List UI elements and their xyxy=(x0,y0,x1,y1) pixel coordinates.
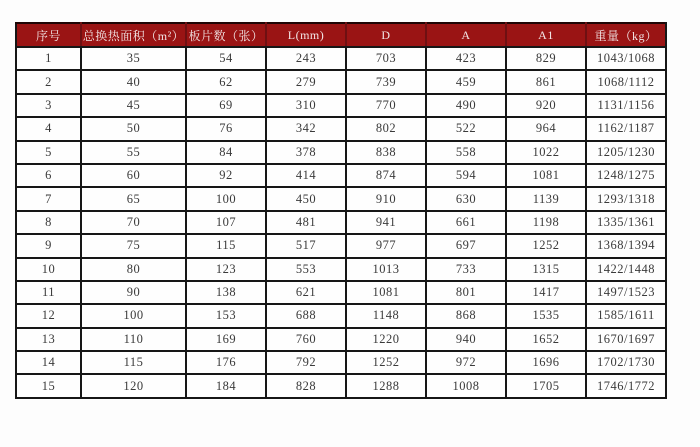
table-cell: 9 xyxy=(16,234,81,257)
table-cell: 1081 xyxy=(346,281,426,304)
table-cell: 62 xyxy=(186,70,266,93)
table-cell: 60 xyxy=(81,164,186,187)
table-cell: 861 xyxy=(506,70,586,93)
table-cell: 8 xyxy=(16,211,81,234)
table-cell: 92 xyxy=(186,164,266,187)
table-cell: 1068/1112 xyxy=(586,70,666,93)
table-cell: 1131/1156 xyxy=(586,94,666,117)
table-row xyxy=(16,234,666,257)
table-cell: 459 xyxy=(426,70,506,93)
table-cell: 1248/1275 xyxy=(586,164,666,187)
table-cell: 169 xyxy=(186,328,266,351)
table-row xyxy=(16,187,666,210)
table-cell: 517 xyxy=(266,234,346,257)
table-cell: 80 xyxy=(81,258,186,281)
table-cell: 801 xyxy=(426,281,506,304)
table-cell: 739 xyxy=(346,70,426,93)
table-row xyxy=(16,304,666,327)
table-cell: 15 xyxy=(16,374,81,397)
table-cell: 1 xyxy=(16,47,81,70)
table-cell: 13 xyxy=(16,328,81,351)
table-row xyxy=(16,211,666,234)
table-cell: 1335/1361 xyxy=(586,211,666,234)
column-header: 重量（kg） xyxy=(586,23,666,47)
column-header: 序号 xyxy=(16,23,81,47)
table-cell: 1696 xyxy=(506,351,586,374)
table-cell: 1417 xyxy=(506,281,586,304)
table-cell: 450 xyxy=(266,187,346,210)
table-cell: 11 xyxy=(16,281,81,304)
table-cell: 1702/1730 xyxy=(586,351,666,374)
table-cell: 10 xyxy=(16,258,81,281)
table-cell: 176 xyxy=(186,351,266,374)
table-cell: 69 xyxy=(186,94,266,117)
table-cell: 972 xyxy=(426,351,506,374)
table-row xyxy=(16,141,666,164)
table-cell: 1008 xyxy=(426,374,506,397)
table-cell: 733 xyxy=(426,258,506,281)
table-row xyxy=(16,117,666,140)
table-row xyxy=(16,281,666,304)
table-cell: 964 xyxy=(506,117,586,140)
table-cell: 522 xyxy=(426,117,506,140)
table-cell: 490 xyxy=(426,94,506,117)
table-cell: 14 xyxy=(16,351,81,374)
table-cell: 40 xyxy=(81,70,186,93)
table-cell: 2 xyxy=(16,70,81,93)
table-cell: 1293/1318 xyxy=(586,187,666,210)
table-cell: 12 xyxy=(16,304,81,327)
table-cell: 243 xyxy=(266,47,346,70)
table-cell: 378 xyxy=(266,141,346,164)
table-cell: 910 xyxy=(346,187,426,210)
table-cell: 50 xyxy=(81,117,186,140)
table-cell: 594 xyxy=(426,164,506,187)
table-cell: 792 xyxy=(266,351,346,374)
table-cell: 5 xyxy=(16,141,81,164)
table-cell: 941 xyxy=(346,211,426,234)
table-cell: 829 xyxy=(506,47,586,70)
table-row xyxy=(16,351,666,374)
table-cell: 828 xyxy=(266,374,346,397)
table-cell: 1198 xyxy=(506,211,586,234)
table-cell: 1652 xyxy=(506,328,586,351)
table-cell: 75 xyxy=(81,234,186,257)
table-cell: 100 xyxy=(81,304,186,327)
table-cell: 70 xyxy=(81,211,186,234)
column-header: A1 xyxy=(506,23,586,47)
table-cell: 977 xyxy=(346,234,426,257)
table-row xyxy=(16,164,666,187)
table-cell: 84 xyxy=(186,141,266,164)
spec-table-area xyxy=(15,22,665,399)
table-cell: 1043/1068 xyxy=(586,47,666,70)
table-cell: 35 xyxy=(81,47,186,70)
table-cell: 90 xyxy=(81,281,186,304)
table-cell: 1252 xyxy=(346,351,426,374)
table-cell: 107 xyxy=(186,211,266,234)
table-row xyxy=(16,374,666,397)
table-cell: 100 xyxy=(186,187,266,210)
column-header: D xyxy=(346,23,426,47)
table-cell: 123 xyxy=(186,258,266,281)
table-cell: 630 xyxy=(426,187,506,210)
table-cell: 1705 xyxy=(506,374,586,397)
table-cell: 481 xyxy=(266,211,346,234)
column-header: 板片数（张） xyxy=(186,23,266,47)
table-cell: 703 xyxy=(346,47,426,70)
table-cell: 7 xyxy=(16,187,81,210)
table-cell: 868 xyxy=(426,304,506,327)
table-cell: 414 xyxy=(266,164,346,187)
table-cell: 310 xyxy=(266,94,346,117)
table-cell: 1162/1187 xyxy=(586,117,666,140)
table-cell: 697 xyxy=(426,234,506,257)
table-header xyxy=(16,23,666,47)
table-cell: 874 xyxy=(346,164,426,187)
table-cell: 1013 xyxy=(346,258,426,281)
table-header-row xyxy=(16,23,666,47)
table-cell: 65 xyxy=(81,187,186,210)
table-cell: 279 xyxy=(266,70,346,93)
table-row xyxy=(16,47,666,70)
table-cell: 1288 xyxy=(346,374,426,397)
table-cell: 661 xyxy=(426,211,506,234)
table-cell: 76 xyxy=(186,117,266,140)
table-cell: 1252 xyxy=(506,234,586,257)
table-cell: 1148 xyxy=(346,304,426,327)
table-cell: 760 xyxy=(266,328,346,351)
table-cell: 1535 xyxy=(506,304,586,327)
table-cell: 920 xyxy=(506,94,586,117)
table-cell: 621 xyxy=(266,281,346,304)
table-cell: 120 xyxy=(81,374,186,397)
table-row xyxy=(16,258,666,281)
table-cell: 110 xyxy=(81,328,186,351)
table-cell: 1585/1611 xyxy=(586,304,666,327)
column-header: L(mm) xyxy=(266,23,346,47)
table-cell: 54 xyxy=(186,47,266,70)
table-cell: 342 xyxy=(266,117,346,140)
table-cell: 553 xyxy=(266,258,346,281)
table-cell: 838 xyxy=(346,141,426,164)
table-cell: 1315 xyxy=(506,258,586,281)
table-cell: 688 xyxy=(266,304,346,327)
table-cell: 55 xyxy=(81,141,186,164)
table-cell: 1081 xyxy=(506,164,586,187)
table-cell: 802 xyxy=(346,117,426,140)
table-cell: 4 xyxy=(16,117,81,140)
table-cell: 153 xyxy=(186,304,266,327)
table-cell: 940 xyxy=(426,328,506,351)
table-cell: 6 xyxy=(16,164,81,187)
table-cell: 1497/1523 xyxy=(586,281,666,304)
table-cell: 138 xyxy=(186,281,266,304)
table-cell: 1422/1448 xyxy=(586,258,666,281)
table-cell: 3 xyxy=(16,94,81,117)
table-row xyxy=(16,328,666,351)
table-cell: 45 xyxy=(81,94,186,117)
table-cell: 770 xyxy=(346,94,426,117)
table-cell: 1368/1394 xyxy=(586,234,666,257)
table-cell: 558 xyxy=(426,141,506,164)
table-cell: 115 xyxy=(81,351,186,374)
table-row xyxy=(16,94,666,117)
table-cell: 184 xyxy=(186,374,266,397)
spec-table xyxy=(15,22,667,399)
table-cell: 1746/1772 xyxy=(586,374,666,397)
table-cell: 1022 xyxy=(506,141,586,164)
table-cell: 1670/1697 xyxy=(586,328,666,351)
table-row xyxy=(16,70,666,93)
column-header: 总换热面积（m²） xyxy=(81,23,186,47)
table-body xyxy=(16,47,666,398)
table-cell: 1139 xyxy=(506,187,586,210)
table-cell: 115 xyxy=(186,234,266,257)
table-cell: 423 xyxy=(426,47,506,70)
table-cell: 1220 xyxy=(346,328,426,351)
table-cell: 1205/1230 xyxy=(586,141,666,164)
column-header: A xyxy=(426,23,506,47)
